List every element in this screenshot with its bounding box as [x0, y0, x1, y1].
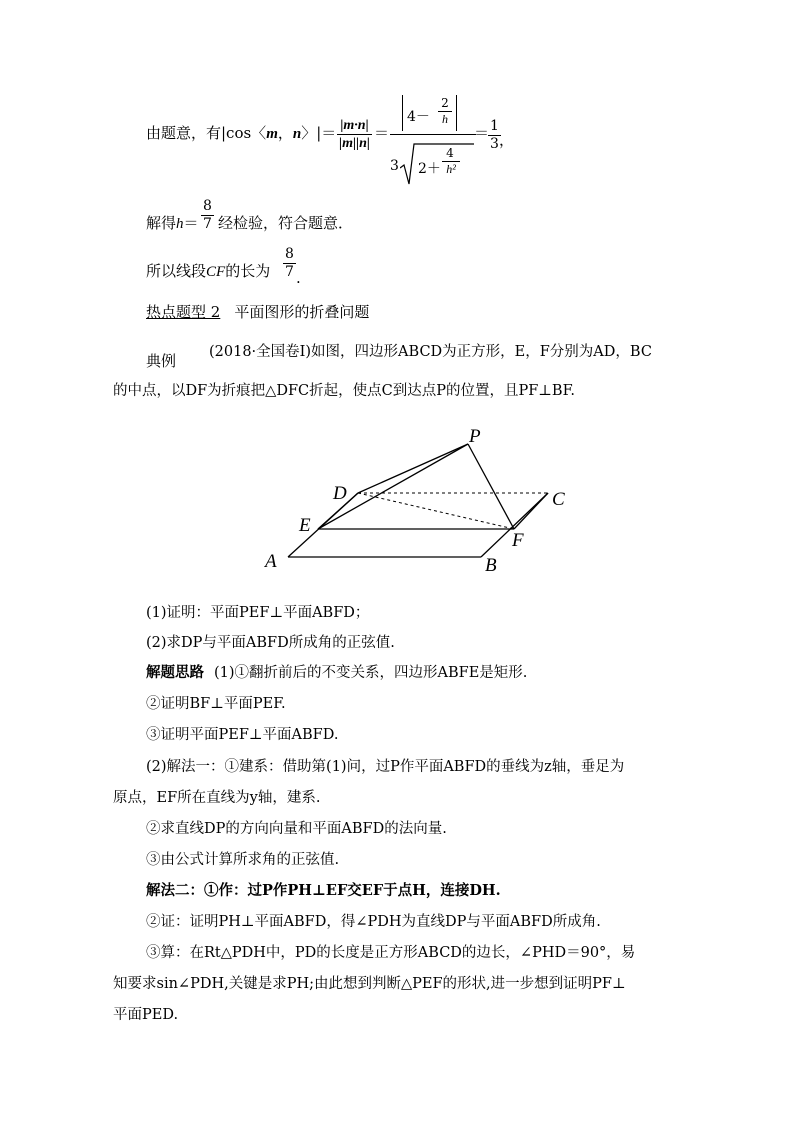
label-D: D — [333, 483, 347, 504]
inner-frac-num: 2 — [441, 96, 449, 110]
frac1-numerator: |m·n| — [340, 118, 369, 133]
thinking-line-4: (2)解法一：①建系：借助第(1)问，过P作平面ABFD的垂线为z轴，垂足为 — [146, 759, 625, 775]
solve-eq: ＝ — [183, 214, 199, 232]
denominator-two-plus: 2＋ — [418, 161, 441, 177]
edge-DP — [358, 444, 468, 493]
thinking-line-11: 知要求sin∠PDH,关键是求PH;由此想到判断△PEF的形状,进一步想到证明PF⊥ — [113, 976, 626, 992]
solve-den: 7 — [203, 216, 212, 232]
edge-PF — [468, 444, 514, 529]
abs-bar-right — [456, 95, 459, 131]
thinking-line-3: ③证明平面PEF⊥平面ABFD. — [146, 727, 339, 743]
thinking-line-8: 解法二：①作：过P作PH⊥EF交EF于点H，连接DH. — [146, 882, 501, 899]
solve-suffix: 经检验，符合题意． — [218, 214, 354, 232]
frac3-numerator: 1 — [490, 118, 499, 134]
denominator-three: 3 — [390, 158, 399, 174]
vector-n: n — [292, 126, 302, 142]
thinking-line-12: 平面PED. — [113, 1007, 179, 1023]
abs-bar-left — [402, 95, 405, 131]
solve-prefix: 解得 — [146, 214, 177, 232]
solve-line — [146, 213, 199, 234]
answer-den: 7 — [285, 264, 294, 280]
label-A: A — [265, 551, 277, 572]
thinking-line-6: ②求直线DP的方向向量和平面ABFD的法向量. — [146, 821, 447, 837]
formula-comma: ， — [277, 124, 293, 142]
example-line1: (2018·全国卷Ⅰ)如图，四边形ABCD为正方形，E，F分别为AD，BC — [209, 344, 652, 360]
frac3-denominator: 3 — [490, 136, 499, 152]
den-inner-num: 4 — [446, 146, 454, 160]
frac1-denominator: |m||n| — [339, 136, 371, 151]
answer-suffix: . — [296, 269, 301, 287]
answer-segment: CF — [206, 264, 226, 280]
formula-suffix: ， — [499, 131, 515, 149]
den-inner-den: h² — [446, 162, 456, 176]
solve-num: 8 — [203, 198, 212, 214]
vector-m: m — [266, 126, 278, 142]
solve-fraction — [200, 198, 215, 233]
dashed-DF — [358, 493, 514, 529]
answer-fraction — [282, 246, 297, 281]
thinking-line-1 — [146, 663, 527, 683]
fraction-dot-product — [336, 117, 373, 152]
label-F: F — [512, 530, 524, 551]
thinking-label: 解题思路 — [146, 664, 204, 681]
section-heading — [146, 302, 369, 322]
question-1: (1)证明：平面PEF⊥平面ABFD； — [146, 605, 370, 621]
answer-mid: 的长为 — [225, 262, 271, 280]
thinking-line-7: ③由公式计算所求角的正弦值. — [146, 852, 340, 868]
thinking-line-2: ②证明BF⊥平面PEF. — [146, 696, 286, 712]
formula-prefix: 由题意，有|cos〈 — [146, 124, 267, 142]
formula-eq: ＝ — [374, 124, 390, 142]
fold-figure — [255, 422, 575, 582]
label-B: B — [485, 555, 497, 576]
question-2: (2)求DP与平面ABFD所成角的正弦值. — [146, 635, 395, 651]
label-E: E — [299, 515, 311, 536]
edge-FC — [514, 493, 548, 529]
solve-var: h — [176, 216, 184, 232]
thinking-line-10: ③算：在Rt△PDH中，PD的长度是正方形ABCD的边长，∠PHD＝90°，易 — [146, 945, 636, 961]
formula-eq2: ＝ — [474, 124, 490, 142]
thinking-line-5: 原点，EF所在直线为y轴，建系. — [113, 790, 321, 806]
answer-num: 8 — [285, 246, 294, 262]
example-tag: 典例 — [146, 352, 177, 370]
example-line2: 的中点，以DF为折痕把△DFC折起，使点C到达点P的位置，且PF⊥BF. — [113, 383, 575, 399]
answer-line — [146, 261, 270, 282]
formula-close: 〉|＝ — [301, 124, 337, 142]
thinking-l1: (1)①翻折前后的不变关系，四边形ABFE是矩形. — [214, 665, 528, 681]
cosine-formula — [146, 123, 336, 144]
inner-frac-den: h — [442, 112, 448, 126]
big-fraction-bar — [390, 134, 476, 135]
label-P: P — [469, 426, 481, 447]
section-title: 平面图形的折叠问题 — [234, 303, 370, 321]
fraction-big — [390, 94, 474, 186]
numerator-four-minus: 4－ — [407, 109, 430, 125]
section-label: 热点题型 2 — [146, 303, 221, 321]
answer-prefix: 所以线段 — [146, 262, 207, 280]
thinking-line-9: ②证：证明PH⊥平面ABFD，得∠PDH为直线DP与平面ABFD所成角. — [146, 914, 601, 930]
fraction-one-third — [468, 118, 502, 153]
label-C: C — [552, 489, 565, 510]
